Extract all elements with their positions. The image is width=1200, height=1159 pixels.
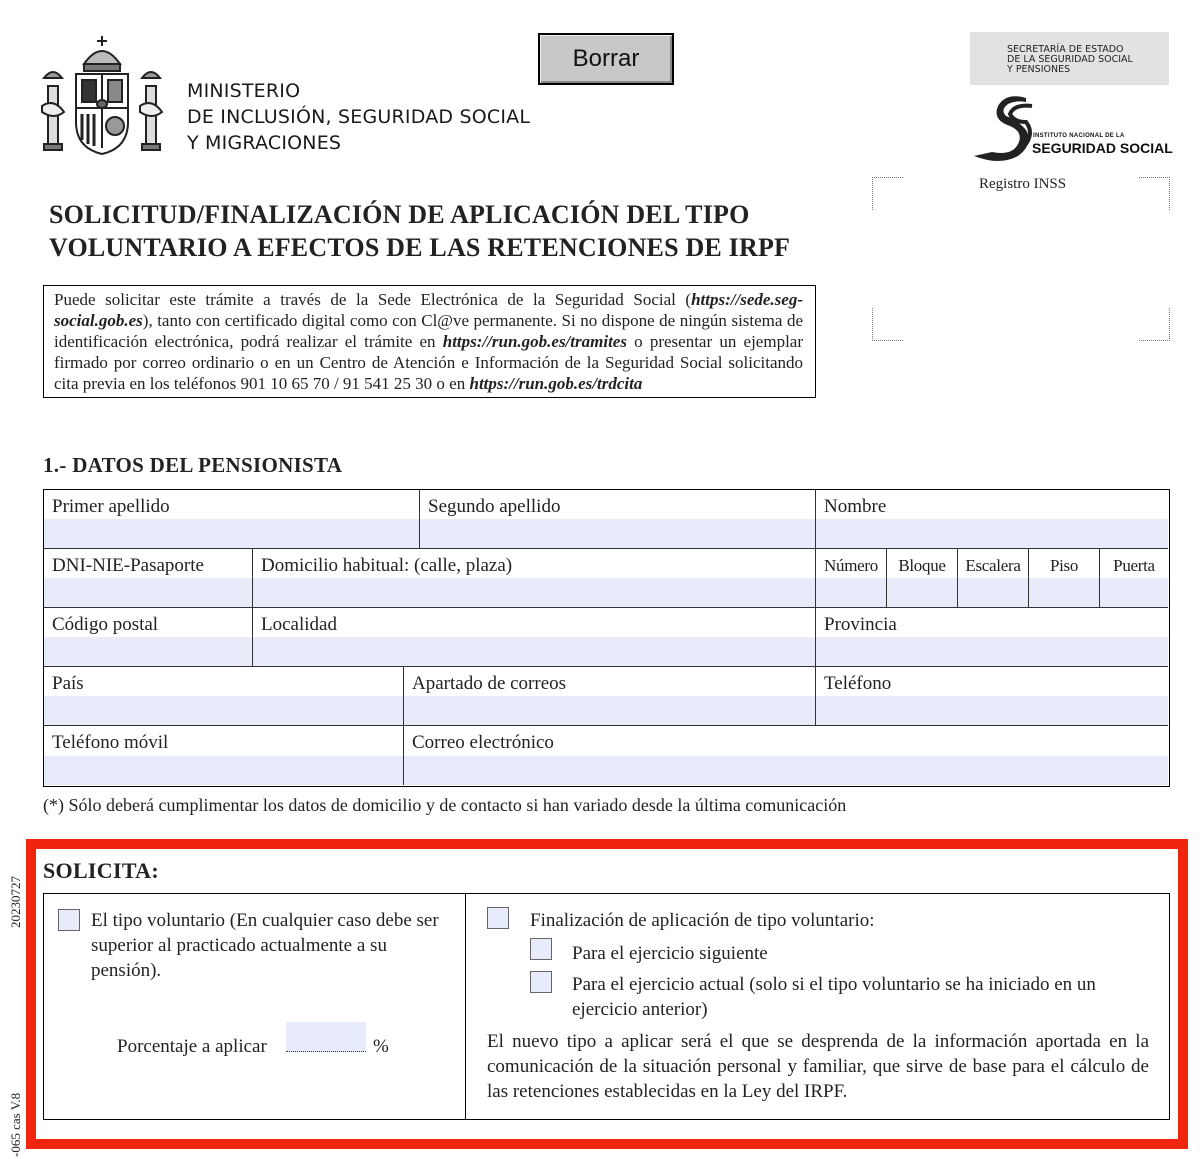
correo-input[interactable] [404, 756, 1168, 785]
secretaria-line-3: Y PENSIONES [1007, 64, 1071, 75]
inss-name: SEGURIDAD SOCIAL [1032, 140, 1173, 156]
piso-label: Piso [1049, 556, 1079, 575]
segundo-apellido-cell [420, 490, 816, 549]
escalera-input[interactable] [958, 578, 1028, 607]
bloque-label: Bloque [898, 556, 946, 575]
form-title-line-2: VOLUNTARIO A EFECTOS DE LAS RETENCIONES DE IRPF [49, 233, 791, 262]
info-text-1: Puede solicitar este trámite a través de la Sede Electrónica de la Seguridad Social ( [54, 290, 692, 309]
telefono-label: Teléfono [824, 673, 892, 694]
secretaria-line-2: DE LA SEGURIDAD SOCIAL [1007, 54, 1133, 65]
telefono-movil-cell [44, 726, 404, 785]
apartado-label: Apartado de correos [412, 673, 567, 694]
inss-small-text: INSTITUTO NACIONAL DE LA [1033, 133, 1125, 139]
provincia-cell [816, 608, 1168, 667]
correo-cell [404, 726, 1168, 785]
domicilio-note: (*) Sólo deberá cumplimentar los datos de domicilio y de contacto si han variado desde la última comunicación [43, 795, 847, 815]
info-text-2: ), tanto con certificado digital como con Cl@ve permanente. Si no dispone de ningún sistema de identificación electrónica, podrá realizar el trámite en [54, 311, 803, 351]
codigo-postal-label: Código postal [52, 614, 159, 635]
telefono-cell [816, 667, 1168, 726]
bloque-cell [887, 549, 958, 608]
registro-label: Registro INSS [979, 176, 1067, 192]
registro-corner-tr [1139, 177, 1170, 210]
secretaria-box [970, 32, 1169, 85]
ejercicio-siguiente-label: Para el ejercicio siguiente [572, 943, 768, 964]
piso-input[interactable] [1029, 578, 1099, 607]
percent-sign: % [373, 1036, 389, 1057]
registro-corner-bl [872, 308, 903, 341]
info-box [43, 285, 816, 398]
pais-label: País [52, 673, 84, 694]
pensioner-data-grid [43, 489, 1170, 787]
pais-input[interactable] [44, 696, 403, 725]
primer-apellido-input[interactable] [44, 519, 419, 548]
escalera-cell [958, 549, 1029, 608]
registro-corner-tl [872, 177, 903, 210]
correo-label: Correo electrónico [412, 732, 554, 753]
dni-cell [44, 549, 253, 608]
telefono-movil-label: Teléfono móvil [52, 732, 169, 753]
finalizacion-checkbox[interactable] [487, 907, 509, 929]
bloque-input[interactable] [887, 578, 957, 607]
piso-cell [1029, 549, 1100, 608]
section-1-title: 1.- DATOS DEL PENSIONISTA [43, 453, 343, 477]
dni-label: DNI-NIE-Pasaporte [52, 555, 204, 576]
puerta-input[interactable] [1100, 578, 1168, 607]
secretaria-line-1: SECRETARÍA DE ESTADO [1007, 44, 1124, 55]
localidad-label: Localidad [261, 614, 337, 635]
tramites-link[interactable]: https://run.gob.es/tramites [442, 332, 627, 351]
puerta-label: Puerta [1113, 556, 1155, 575]
domicilio-label: Domicilio habitual: (calle, plaza) [261, 555, 513, 576]
segundo-apellido-label: Segundo apellido [428, 496, 561, 517]
codigo-postal-input[interactable] [44, 637, 252, 666]
nombre-cell [816, 490, 1168, 549]
localidad-cell [253, 608, 816, 667]
nombre-label: Nombre [824, 496, 887, 517]
spain-coat-of-arms-logo [40, 36, 164, 162]
pais-cell [44, 667, 404, 726]
info-text-3: o presentar un ejemplar firmado por correo ordinario o en un Centro de Atención e Información de la Seguridad Social solicitando cita previa en los teléfonos 901 10 65 70 / 91 541 25 30 o en [54, 332, 803, 393]
solicita-divider [465, 893, 466, 1120]
numero-input[interactable] [816, 578, 886, 607]
provincia-input[interactable] [816, 637, 1168, 666]
registro-corner-br [1139, 308, 1170, 341]
escalera-label: Escalera [965, 556, 1021, 575]
numero-label: Número [824, 556, 878, 575]
date-code: 20230727 [8, 876, 23, 928]
ministry-line-2: DE INCLUSIÓN, SEGURIDAD SOCIAL [187, 106, 531, 128]
telefono-input[interactable] [816, 696, 1168, 725]
form-title-line-1: SOLICITUD/FINALIZACIÓN DE APLICACIÓN DEL TIPO [49, 200, 750, 229]
form-code: -065 cas V.8 [8, 1092, 23, 1157]
dni-input[interactable] [44, 578, 252, 607]
codigo-postal-cell [44, 608, 253, 667]
ejercicio-siguiente-checkbox[interactable] [530, 938, 552, 960]
apartado-cell [404, 667, 816, 726]
sede-link[interactable]: https://sede.seg-social.gob.es [54, 290, 803, 330]
ministry-name [187, 78, 530, 156]
primer-apellido-label: Primer apellido [52, 496, 170, 517]
tipo-voluntario-checkbox[interactable] [58, 909, 80, 931]
tipo-voluntario-label: El tipo voluntario (En cualquier caso debe ser superior al practicado actualmente a su pensión). [91, 910, 439, 981]
finalizacion-label: Finalización de aplicación de tipo voluntario: [530, 910, 875, 931]
apartado-input[interactable] [404, 696, 815, 725]
segundo-apellido-input[interactable] [420, 519, 815, 548]
borrar-button[interactable]: Borrar [538, 33, 674, 85]
ejercicio-actual-label: Para el ejercicio actual (solo si el tipo voluntario se ha iniciado en un ejercicio anterior) [572, 974, 1096, 1020]
porcentaje-input[interactable] [286, 1022, 366, 1052]
telefono-movil-input[interactable] [44, 756, 403, 785]
nuevo-tipo-text: El nuevo tipo a aplicar será el que se desprenda de la información aportada en la comunicación de la situación personal y familiar, que sirve de base para el cálculo de las retenciones establecidas en la Ley del IRPF. [487, 1031, 1149, 1102]
domicilio-input[interactable] [253, 578, 815, 607]
form-title [49, 198, 790, 264]
puerta-cell [1100, 549, 1168, 608]
nombre-input[interactable] [816, 519, 1168, 548]
porcentaje-label: Porcentaje a aplicar [117, 1036, 267, 1057]
ministry-line-3: Y MIGRACIONES [187, 132, 342, 154]
trdcita-link[interactable]: https://run.gob.es/trdcita [469, 374, 643, 393]
localidad-input[interactable] [253, 637, 815, 666]
solicita-title: SOLICITA: [43, 858, 159, 883]
domicilio-cell [253, 549, 816, 608]
primer-apellido-cell [44, 490, 420, 549]
provincia-label: Provincia [824, 614, 897, 635]
ejercicio-actual-checkbox[interactable] [530, 971, 552, 993]
ministry-line-1: MINISTERIO [187, 80, 301, 102]
numero-cell [816, 549, 887, 608]
